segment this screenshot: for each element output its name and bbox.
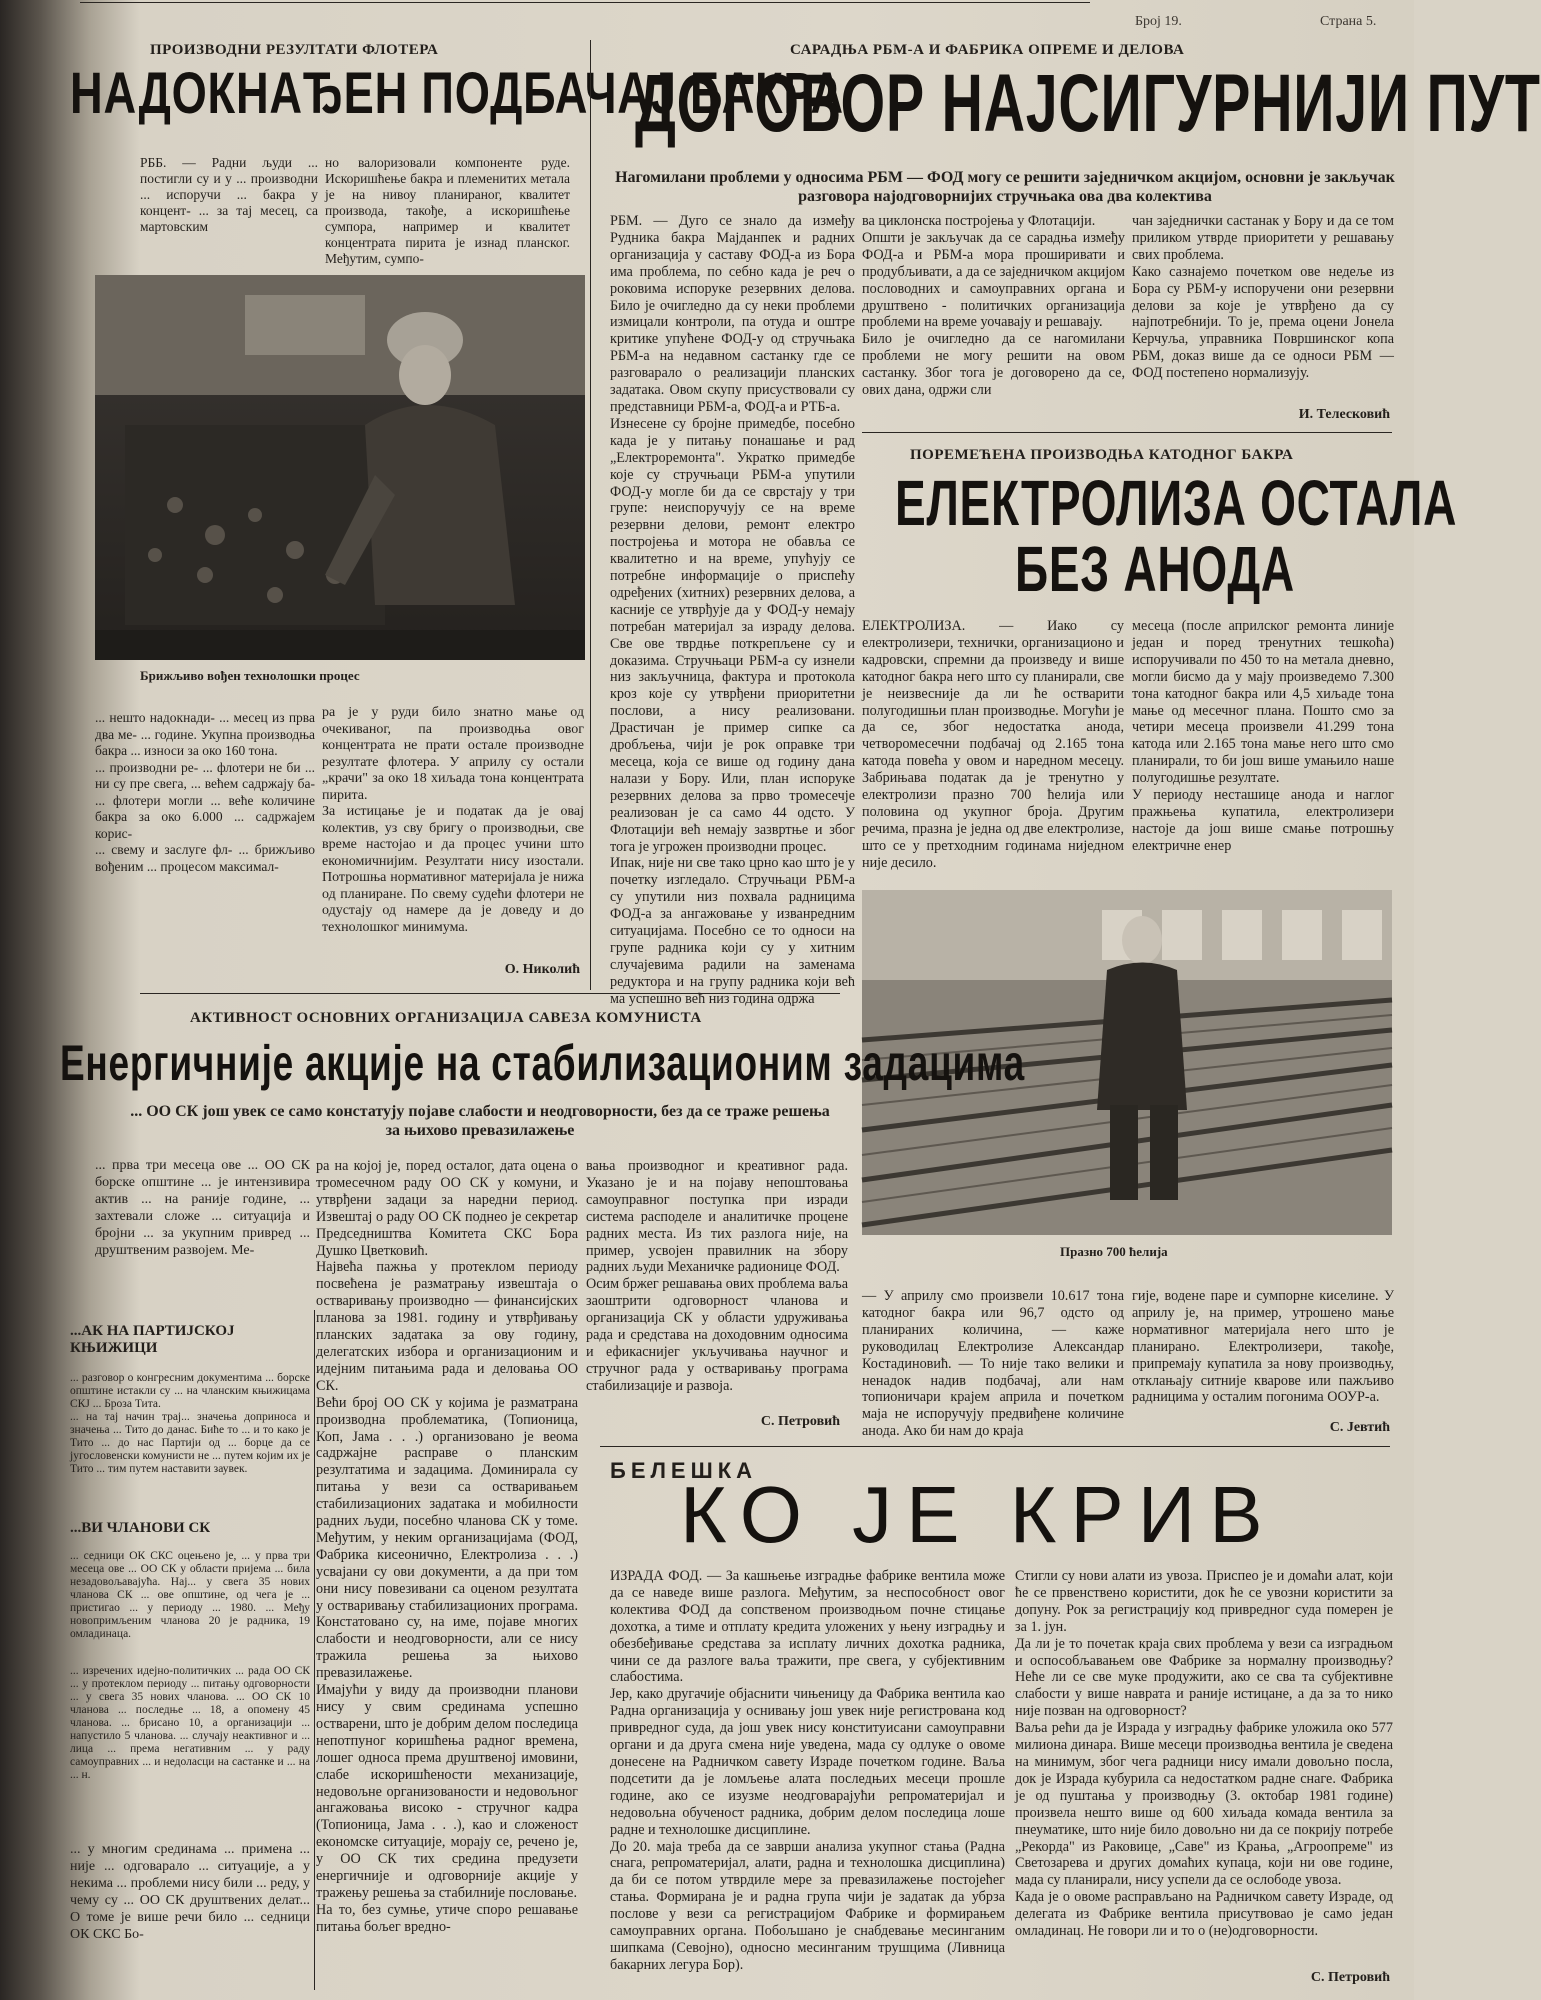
left-col1: ... нешто надокнади- ... месец из прва два ме- ... године. Укупна производња бакра ... износи за око 160 тона. ... производни ре- ... флотери не би ... ни су пре свега, ... већем садржају ба- ... флотери могли ... веће количине бакра за око 6.000 ... садржајем корис- ... свему и заслуге фл- ... брижљиво вођеним ... процесом максимал- (95, 710, 315, 874)
side-head-1: ...АК НА ПАРТИЈСКОЈ КЊИЖИЦИ (70, 1323, 235, 1356)
electro-col2: месеца (после априлског ремонта линије један и поред тренутних тешкоћа) испоручивали по 450 то на метала дневно, могли бисмо да у мају произведемо 7.300 тона катодног бакра или 4,5 хиљаде тона мање од месечног плана. Пошто смо за четири месеца произвели 41.299 тона катода или 2.165 тона мање него што смо планирали, то би још више умањило наше полугодишње резултате. У периоду несташице анода и наглог пражњења купатила, електролизери настоје да још више смање потрошњу електричне енер (1132, 618, 1394, 854)
electro-headline-line1: ЕЛЕКТРОЛИЗА ОСТАЛА (895, 467, 1458, 539)
left-top-left-text: РББ. — Радни људи ... постигли су и у ... производни ... испоручи ... бакра у концент- ... за тај месец, са мартовским (140, 155, 318, 234)
sk-top-rule (140, 993, 840, 994)
main-col2: ва циклонска постројења у Флотацији. Општи је закључак да се сарадња између ФОД-а и РБМ-а мора проширивати и продубљивати, а да се заједничком акцијом пословодних и самоуправних органа и друштвено - политичких организација проблеми на време уочавају и решавају. Било је очигледно да се нагомилани проблеми не могу решити на овом састанку. Због тога је договорено да се, ових дана, одржи сли (862, 213, 1125, 399)
side-divider (314, 1310, 315, 1990)
sk-byline: С. Петровић (760, 1414, 840, 1429)
main-subhead: Нагомилани проблеми у односима РБМ — ФОД могу се решити заједничком акцијом, основни је закључак разговора најодговорнијих стручњака ова два колектива (615, 169, 1395, 205)
electro-kicker: ПОРЕМЕЋЕНА ПРОИЗВОДЊА КАТОДНОГ БАКРА (910, 447, 1294, 463)
sk-headline: Енергичније акције на стабилизационим задацима (60, 1035, 1025, 1091)
electro-top-rule (862, 432, 1392, 433)
column-divider-1 (590, 40, 591, 990)
note-top-rule (600, 1446, 1390, 1447)
electrolysis-photo-caption: Празно 700 ћелија (1060, 1244, 1168, 1259)
main-col1: РБМ. — Дуго се знало да између Рудника бакра Мајданпек и радних организација у саставу ФОД-а из Бора има проблема, по себно када је реч о роковима испоруке резервних делова. Било је очигледно да су неки проблеми измицали контроли, па отуда и оштре критике упућене ФОД-у од стручњака РБМ-а на недавном састанку где се разговарало о реализацији планских задатака. Овом скупу присуствовали су представници РБМ-а, ФОД-а и РТБ-а. Изнесене су бројне примедбе, посебно када је у питању понашање и рад „Електроремонта". Укратко примедбе које су стручњаци РБМ-а упутили ФОД-у могле би да се сврстају у три групе: неиспоручују се на време резервни делови, ремонт електро постројења и мотора не обавља се квалитетно и на време, упућују се потребне информације о приспећу одређених (хитних) резервних делова, а касније се утврђује да у ФОД-у немају потребан материјал за израду делова. Све ове тврдње поткрепљене су и доказима. Стручњаци РБМ-а су изнели низ закључница, фактура и протокола кроз које су утврђени приоритетни послови, а нису реализовани. Драстичан је пример сипке са дробљења, чији је рок оправке три месеца, која се више од годину дана налази у Бору. Или, план испоруке резервних делова за прво тромесечје реализован је са само 44 одсто. У Флотацији већ немају зазвртње и због тога је угрожен производни процес. Ипак, није ни све тако црно као што је у почетку изгледало. Стручњаци РБМ-а су упутили низ похвала радницима ФОД-а за ангажовање у изванредним ситуацијама. Посебно се то односи на групе радника који су у хитним случајевима радили на заменама редуктора и на групу радника који већ ма успешно већ низ година одржа (610, 213, 855, 1007)
flotation-photo-graphic (95, 275, 585, 660)
sk-col1: ... првa три месеца ове ... ОО СК борске општине ... је интензивира актив ... на раније године, ... захтевали сложе ... ситуација и бројни ... за укупним привред ... друштвеним развојем. Ме- (95, 1158, 310, 1258)
left-kicker: ПРОИЗВОДНИ РЕЗУЛТАТИ ФЛОТЕРА (150, 42, 439, 58)
electro-headline-line2: БЕЗ АНОДА (1015, 533, 1295, 605)
left-col2: ра је у руди било знатно мање од очекиваног, па производња овог концентрата не прати остале производне резултате флотера. У априлу су остали „крачи" за око 18 хиљада тона концентрата пирита. За истицање је и податак да је овај колектив, уз сву бригу о производњи, све време настојао и да процес учини што економичнијим. Резултати нису изостали. Потрошња нормативног материјала је нижа од планиране. По свему судећи флотери не одустају од намере да је доведу и до технолошког минимума. (322, 705, 584, 935)
electro-bottom-col2: гије, водене паре и сумпорне киселине. У априлу је, на пример, утрошено мање нормативног материјала него што је планирано. Електролизери, такође, припремају купатила за нову производњу, отклањају ситније кварове или пажљиво радницима у осталим погонима ООУР-а. (1132, 1288, 1394, 1406)
note-col1: ИЗРАДА ФОД. — За кашњење изградње фабрике вентила може да се наведе више разлога. Међутим, за неспособност овог колектива ФОД да сопственом производњом почне стицање дохотка, а тиме и отплату кредита уложених у њену изградњу и обезбеђивање средстава за исплату личних дохотка радника, чини се да разлоге ваља тражити, пре свега, у субјективним слабостима. Јер, како другачије објаснити чињеницу да Фабрика вентила као Радна организација у оснивању још увек није регистрована код привредног суда, да још увек нису конституисани самоуправни органи и да другa смена није уведена, мада су одлуке о овоме донесене на Радничком савету Израде почетком године. Ваља подсетити да је ломљење алата последњих месеци прошле године, ако се изузме неодговарајући репроматеријал и недовољна обученост радника, добрим делом последица лоше радне и технолошке дисциплине. До 20. маја треба да се заврши анализа укупног стања (Радна снага, репроматеријал, алати, радна и технолошка дисциплина) да би се потом утврдиле мере за превазилажење постојећег стања. Формирана је и радна група чији је задатак да убрза послове у вези са регистрацијом Фабрике и формирањем самоуправних органа. Побољшано је снабдевање месинганим шипкама (Севојно), односно месинганим трушцима (Ливница бакарних легура Бор). (610, 1568, 1005, 1973)
side-text-2: ... седници ОК СКС оцењено је, ... у прва три месеца ове ... ОО СК у области пријема ... била незадовољавајућа. Нај... у свега 35 нових чланова СК ... ове општине, од чега је ... пристигао ... у периоду ... 1980. ... Међу новопримљеним чланова 20 је радника, 19 омладинаца. (70, 1550, 310, 1640)
issue-number: Број 19. (1135, 14, 1182, 29)
flotation-photo (95, 275, 585, 660)
page-number: Страна 5. (1320, 14, 1377, 29)
main-kicker: САРАДЊА РБМ-А И ФАБРИКА ОПРЕМЕ И ДЕЛОВА (790, 42, 1185, 58)
left-headline: НАДОКНАЂЕН ПОДБАЧАЈ БАКРА (70, 61, 844, 126)
note-byline: С. Петровић (1310, 1970, 1390, 1985)
top-rule (80, 2, 1090, 3)
note-headline: КО ЈЕ КРИВ (680, 1470, 1277, 1559)
side-head-2: ...ВИ ЧЛАНОВИ СК (70, 1520, 211, 1536)
left-top-right-text: но валоризовали компоненте руде. Искоришћење бакра и племенитих метала је на нивоу планираног, квалитет производа, такође, а искоришћење сумпора, например и квалитет концентрата пирита је изнад планског. Међутим, сумпо- (325, 155, 570, 266)
sk-col3: вања производног и креативног рада. Указано је и на појаву непоштовања самоуправног поступка при изради система расподеле и аналитичке процене радних места. Из тих разлога није, на пример, усвојен правилник на збору радних људи Механичке радионице ФОД. Осим бржег решавања ових проблема ваља заоштрити одговорност чланова и организација СК у области удруживања рада и средстава на доходовним односима и ефикаснијег укључивања научног и стручног рада у остваривању програма стабилизације и развоја. (586, 1158, 848, 1394)
main-col3: чан заједнички састанак у Бору и да се том приликом утврде приоритети у решавању свих проблема. Како сазнајемо почетком ове недеље из Бора су РБМ-у испоручени они резервни делови за које је утврђено да су најпотребнији. То је, према оцени Јонела Керчуља, управника Површинског копа РБМ, доказ више да се односи РБМ — ФОД постепено нормализују. (1132, 213, 1394, 382)
electro-bottom-col1: — У априлу смо произвели 10.617 тона катодног бакра или 96,7 одсто од планираних количина, — каже руководилац Електролизе Александар Костадиновић. — То није тако велики и ненадок надив подбачај, али нам топионичари крајем априла и почетком маја не испоручују предвиђене количине анода. Ако би нам до краја (862, 1288, 1124, 1440)
note-kicker: БЕЛЕШКА (610, 1458, 758, 1483)
side-text-1: ... разговор о конгресним документима ... борске општине истакли су ... на чланским књижицама СКЈ ... Броза Тита. ... на тај начин трај... значења доприноса и значења ... Тито до данас. Биће то ... и то како је Тито ... до нас Партији од ... борце да се југословенски комунисти не ... путем којим их је Тито ... тим путем наставити заувек. (70, 1372, 310, 1475)
left-byline: О. Николић (504, 962, 580, 977)
electro-col1: ЕЛЕКТРОЛИЗА. — Иако су електролизери, технички, организационо и кадровски, спремни да произведу и више катодног бакра него што су планирали, све је неизвесније да ли ће остварити полугодишњи план производње. Могући је да се, због недостатка анода, четворомесечни подбачај од 2.165 тона катода повећа у овом и наредном месецу. Забрињава податак да је тренутно у електролизи празно 700 ћелија или половина од укупног броја. Другим речима, празна је једна од две електролизе, што се у претходним годинама ниједном није десило. (862, 618, 1124, 871)
sk-kicker: АКТИВНОСТ ОСНОВНИХ ОРГАНИЗАЦИЈА САВЕЗА КОМУНИСТА (190, 1010, 702, 1026)
note-col2: Стигли су нови алати из увоза. Приспео је и домаћи алат, који ће се првенствено користити, док ће се увозни користити за допуну. Рок за регистрацију код привредног суда померен је за 1. јун. Да ли је то почетак краја свих проблема у вези са изградњом и оспособљавањем ове Фабрике за нормалну производњу? Нећe ли се све муке продужити, ако се сва та субјективне слабости у више наврата и раније истицане, а да за то нико није позван на одговорност? Ваља рећи да је Израда у изградњу фабрике уложила око 577 милиона динара. Више месеци производња вентила је сведена на минимум, због чега радници нису имали довољно посла, док је Израда кубурила са недостатком радне снаге. Фабрика је од пуштања у производњу (3. октобар 1981 године) произвела нешто више од 600 хиљада комада вентила за пнеуматике, што није било довољно ни да се покрију потребе „Рекорда" из Раковице, „Саве" из Крања, „Агроопреме" из Светозарева и других домаћих купаца, који ни ове године, мада су планирали, нису успели да се ослободе увоза. Када је о овоме расправљано на Радничком савету Израде, од делегата из Фабрике вентила присутвовао је само један омладинац. Не говори ли и то о (не)одговорности. (1015, 1568, 1393, 1940)
electro-byline: С. Јевтић (1329, 1420, 1390, 1435)
flotation-photo-caption: Брижљиво вођен технолошки процес (140, 668, 360, 683)
side-text-4: ... у многим срединама ... примена ... није ... одговаралo ... ситуације, а у некима ... проблеми нису били ... реду, у чему су ... ОО СК друштвених делат... О томе је више речи било ... седници ОК СКС Бо- (70, 1842, 310, 1942)
main-byline: И. Телесковић (1298, 407, 1390, 422)
main-headline: ДОГОВОР НАЈСИГУРНИЈИ ПУТ (635, 58, 1541, 149)
side-text-3: ... изречених идејно-политичких ... рада ОО СК ... у протеклом периоду ... питању одговорности ... у свега 35 нових чланова. ... ОО СК 10 чланова ... последње ... 18, а опомену 45 чланова. ... брисано 10, а организацији ... напустило 5 чланова. ... случају неактивног и ... лица ... према негативним ... у раду самоуправних ... и недоласци на састанке и ... на ... н. (70, 1665, 310, 1781)
sk-subhead: ... ОО СК још увек се само констатују појаве слабости и неодговорности, без да се траже решења за њихово превазилажење (130, 1103, 830, 1139)
sk-col2: ра на којој је, поред осталог, дата оцена о тромесечном раду ОО СК у комуни, и утврђени задаци за наредни период. Извештај о раду ОО СК поднео је секретар Председништва Комитета СКС Бора Душко Цветковић. Највећа пажња у протеклом периоду посвећена је разматрању извештаја о остваривању производно — финансијских планова за 1981. годину и утврђивању планских задатака за ову годину, делегатских избора и организационим и идејним питањима рада и деловања ОО СК. Већи број ОО СК у којима је разматрана производна проблематика, (Топионица, Коп, Јама . . .) организовано је веома садржајне расправе о планским резултатима и задацима. Доминирала су питања у вези са остваривањем стабилизационих задатака и мобилности радних људи, посебно чланова СК у томе. Међутим, у неким организацијама (ФОД, Фабрика кисеонично, Електролиза . . .) усвајани су ови документи, а да при том они нису повезивани са оценом резултата у остваривању стабилизационих програма. Констатовано су, на име, појаве многих слабости и неодговорности, али се нису тражила решења за њихово превазилажење. Имајући у виду да производни планови нису у свим срединама успешно остварени, што је добрим делом последица непотпуног коришћења радног времена, лошег односа према друштвеној имовини, слабе искоришћености механизације, недовољне организованости и недовољног ангажовања високо - стручног кадра (Топионица, Јама . . .), као и сложеност економске ситуације, морају се, речено је, у ОО СК тих средина предузети енергичније и одговорније акције у тражењу решења за стабилније пословање. На то, без сумње, утиче споро решавање питања бољег вредно- (316, 1158, 578, 1935)
